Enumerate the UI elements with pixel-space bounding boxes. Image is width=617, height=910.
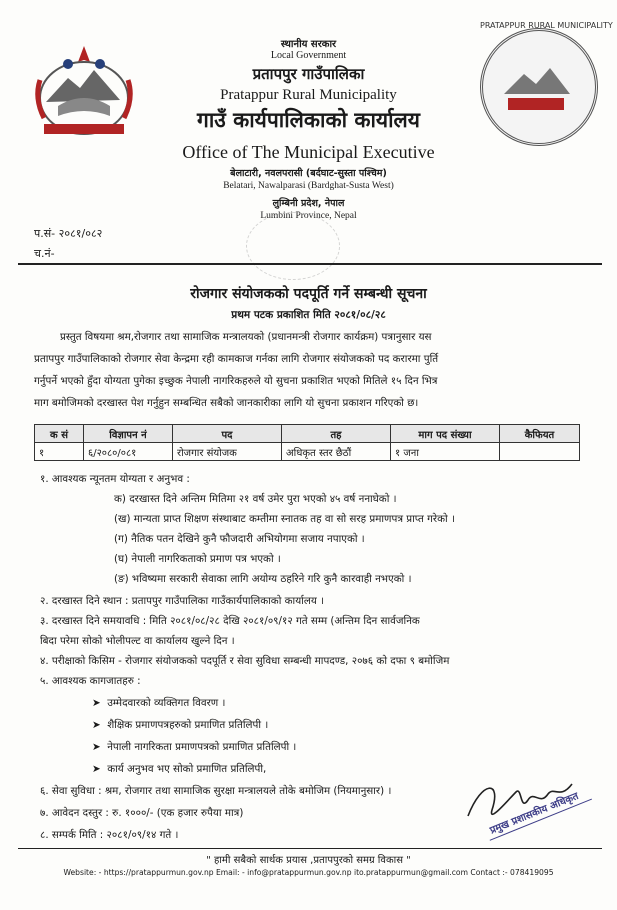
qual-nga: (ङ) भविष्यमा सरकारी सेवाका लागि अयोग्य ठहरिने गरि कुनै कारवाही नभएको । xyxy=(114,573,412,585)
th-remarks: कैफियत xyxy=(500,425,580,443)
qual-ka: क) दरखास्त दिने अन्तिम मितिमा २१ वर्ष उमेर पुरा भएको ४५ वर्ष ननाघेको । xyxy=(114,493,397,505)
doc-item xyxy=(92,718,268,732)
doc-label: शैक्षिक प्रमाणपत्रहरुको प्रमाणित प्रतिलिपी । xyxy=(107,719,269,731)
office-en: Office of The Municipal Executive xyxy=(182,142,435,162)
arrow-icon: ➤ xyxy=(92,719,108,731)
td-level: अधिकृत स्तर छैठौं xyxy=(282,443,391,461)
item-7: ७. आवेदन दस्तुर : रु. १०००/- (एक हजार रुपैया मात्र) xyxy=(40,807,244,819)
td-sn: १ xyxy=(35,443,84,461)
para-line-1: प्रस्तुत विषयमा श्रम,रोजगार तथा सामाजिक मन्त्रालयको (प्रधानमन्त्री रोजगार कार्यक्रम) पत्रानुसार यस xyxy=(60,331,432,343)
doc-item xyxy=(92,740,296,754)
item-1: १. आवश्यक न्यूनतम योग्यता र अनुभव : xyxy=(40,473,190,485)
th-post: पद xyxy=(173,425,282,443)
footer-divider xyxy=(18,848,602,849)
vacancy-table xyxy=(34,424,580,461)
dispatch-number: च.नं- xyxy=(34,247,55,260)
td-remarks xyxy=(500,443,580,461)
item-6: ६. सेवा सुविधा : श्रम, रोजगार तथा सामाजिक सुरक्षा मन्त्रालयले तोके बमोजिम (नियमानुसार) । xyxy=(40,785,392,797)
office-np: गाउँ कार्यपालिकाको कार्यालय xyxy=(197,108,420,132)
stamp-text: प्रमुख प्रशासकीय अधिकृत xyxy=(483,782,592,841)
td-post: रोजगार संयोजक xyxy=(173,443,282,461)
td-adv-no: ६/२०८०/०८१ xyxy=(84,443,173,461)
qual-gha: (घ) नेपाली नागरिकताको प्रमाण पत्र भएको । xyxy=(114,553,281,565)
arrow-icon: ➤ xyxy=(92,741,108,753)
province-en: Lumbini Province, Nepal xyxy=(260,211,357,221)
arrow-icon: ➤ xyxy=(92,763,108,775)
seal-text: PRATAPPUR RURAL MUNICIPALITY xyxy=(480,21,613,30)
doc-item xyxy=(92,696,225,710)
td-count: १ जना xyxy=(391,443,500,461)
municipality-np: प्रतापपुर गाउँपालिका xyxy=(252,65,365,83)
para-line-2: प्रतापपुर गाउँपालिकाको रोजगार सेवा केन्द्रमा रही कामकाज गर्नका लागि रोजगार संयोजकको पद करारमा पुर्ति xyxy=(34,353,439,365)
table-row xyxy=(35,443,580,461)
address-np: बेलाटारी, नवलपरासी (बर्दघाट-सुस्ता पश्चिम) xyxy=(230,168,387,179)
doc-item xyxy=(92,762,266,776)
notice-subtitle: प्रथम पटक प्रकाशित मिति २०८१/०८/२८ xyxy=(231,309,386,321)
item-2: २. दरखास्त दिने स्थान : प्रतापपुर गाउँपालिका गाउँकार्यपालिकाको कार्यालय । xyxy=(40,595,324,607)
footer-contact: Website: - https://pratappurmun.gov.np Email: - info@pratappurmun.gov.np ito.pratappurmun@gmail.com Contact :- 078419095 xyxy=(63,868,554,877)
qual-ga: (ग) नैतिक पतन देखिने कुनै फौजदारी अभियोगमा सजाय नपाएको । xyxy=(114,533,365,545)
office-stamp-faded xyxy=(246,212,340,280)
local-gov-en: Local Government xyxy=(270,50,347,61)
province-np: लुम्बिनी प्रदेश, नेपाल xyxy=(272,198,345,209)
address-en: Belatari, Nawalparasi (Bardghat-Susta West) xyxy=(223,181,394,191)
arrow-icon: ➤ xyxy=(92,697,108,709)
header-divider xyxy=(18,263,602,265)
para-line-3: गर्नुपर्ने भएको हुँदा योग्यता पुगेका इच्छुक नेपाली नागरिकहरुले यो सुचना प्रकाशित भएको मितिले १५ दिन भित्र xyxy=(34,375,438,387)
doc-label: कार्य अनुभव भए सोको प्रमाणित प्रतिलिपी, xyxy=(107,763,267,775)
th-level: तह xyxy=(282,425,391,443)
th-adv-no: विज्ञापन नं xyxy=(84,425,173,443)
item-5: ५. आवश्यक कागजातहरु : xyxy=(40,675,141,687)
qual-kha: (ख) मान्यता प्राप्त शिक्षण संस्थाबाट कम्तीमा स्नातक तह वा सो सरह प्रमाणपत्र प्राप्त गरेको । xyxy=(114,513,455,525)
local-gov-np: स्थानीय सरकार xyxy=(280,39,337,50)
table-header-row xyxy=(35,425,580,443)
th-sn: क सं xyxy=(35,425,84,443)
municipality-en: Pratappur Rural Municipality xyxy=(220,87,397,103)
doc-label: नेपाली नागरिकता प्रमाणपत्रको प्रमाणित प्रतिलिपी । xyxy=(107,741,297,753)
th-count: माग पद संख्या xyxy=(391,425,500,443)
item-8: ८. सम्पर्क मिति : २०८१/०९/१४ गते । xyxy=(40,829,179,841)
letter-number: प.सं- २०८१/०८२ xyxy=(34,227,103,240)
item-3-line-1: ३. दरखास्त दिने समयावधि : मिति २०८१/०८/२८ देखि २०८१/०९/१२ गते सम्म (अन्तिम दिन सार्वजनिक xyxy=(40,615,420,627)
footer-slogan: " हामी सबैको सार्थक प्रयास ,प्रतापपुरको समग्र विकास " xyxy=(206,855,411,866)
item-4: ४. परीक्षाको किसिम - रोजगार संयोजकको पदपूर्ति र सेवा सुविधा सम्बन्धी मापदण्ड, २०७६ को दफा ९ बमोजिम xyxy=(40,655,450,667)
notice-title: रोजगार संयोजकको पदपूर्ति गर्ने सम्बन्धी सूचना xyxy=(190,286,427,302)
item-3-line-2: बिदा परेमा सोको भोलीपल्ट वा कार्यालय खुल्ने दिन । xyxy=(40,635,235,647)
para-line-4: माग बमोजिमको दरखास्त पेश गर्नुहुन सम्बन्धित सबैको जानकारीका लागि यो सुचना प्रकाशन गरिएको छ। xyxy=(34,397,419,409)
doc-label: उम्मेदवारको व्यक्तिगत विवरण । xyxy=(107,697,226,709)
